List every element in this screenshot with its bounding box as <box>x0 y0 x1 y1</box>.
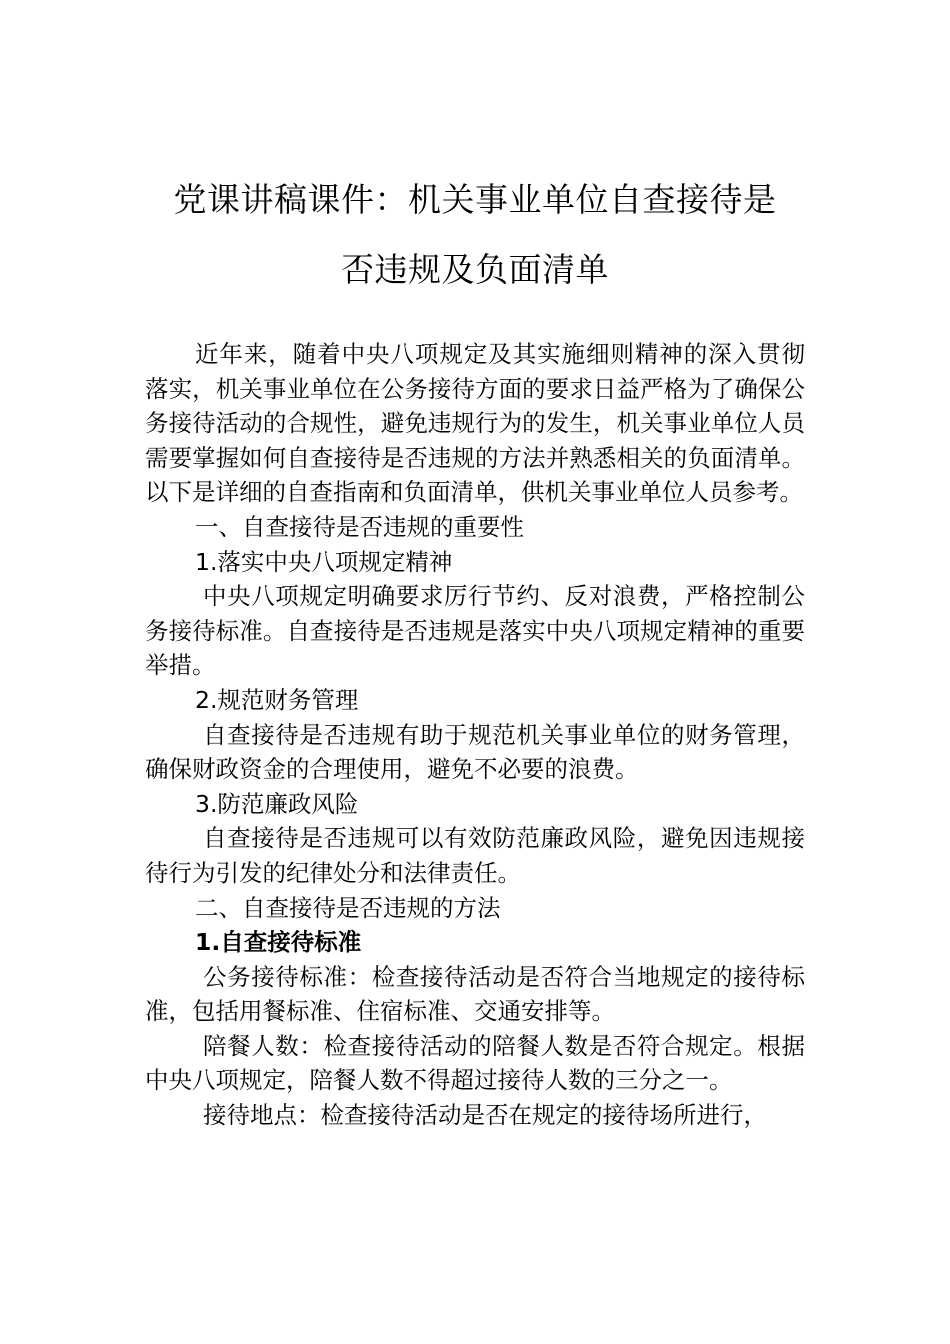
section-heading-1: 一、自查接待是否违规的重要性 <box>195 512 524 541</box>
subheading-1-2: 2.规范财务管理 <box>195 685 359 714</box>
intro-paragraph: 近年来，随着中央八项规定及其实施细则精神的深入贯彻落实，机关事业单位在公务接待方面的要求日益严格为了确保公务接待活动的合规性，避免违规行为的发生，机关事业单位人员需要掌握如何自查接待是否违规的方法并熟悉相关的负面清单。以下是详细的自查指南和负面清单，供机关事业单位人员参考。 <box>145 340 805 507</box>
paragraph-1-2: 自查接待是否违规有助于规范机关事业单位的财务管理，确保财政资金的合理使用，避免不必要的浪费。 <box>145 720 805 784</box>
paragraph-reception-standard: 公务接待标准：检查接待活动是否符合当地规定的接待标准，包括用餐标准、住宿标准、交通安排等。 <box>145 962 805 1026</box>
paragraph-1-1: 中央八项规定明确要求厉行节约、反对浪费，严格控制公务接待标准。自查接待是否违规是落实中央八项规定精神的重要举措。 <box>145 582 805 680</box>
paragraph-accompanying-count: 陪餐人数：检查接待活动的陪餐人数是否符合规定。根据中央八项规定，陪餐人数不得超过接待人数的三分之一。 <box>145 1031 805 1095</box>
subheading-1-3: 3.防范廉政风险 <box>195 789 359 818</box>
subheading-2-1: 1.自查接待标准 <box>195 928 362 957</box>
section-heading-2: 二、自查接待是否违规的方法 <box>195 893 501 922</box>
paragraph-reception-location: 接待地点：检查接待活动是否在规定的接待场所进行， <box>203 1101 767 1130</box>
subheading-1-1: 1.落实中央八项规定精神 <box>195 547 453 576</box>
document-title-line-1: 党课讲稿课件：机关事业单位自查接待是 <box>173 180 777 219</box>
document-title-line-2: 否违规及负面清单 <box>341 250 609 289</box>
document-body <box>145 337 805 1133</box>
paragraph-1-3: 自查接待是否违规可以有效防范廉政风险，避免因违规接待行为引发的纪律处分和法律责任。 <box>145 824 805 887</box>
